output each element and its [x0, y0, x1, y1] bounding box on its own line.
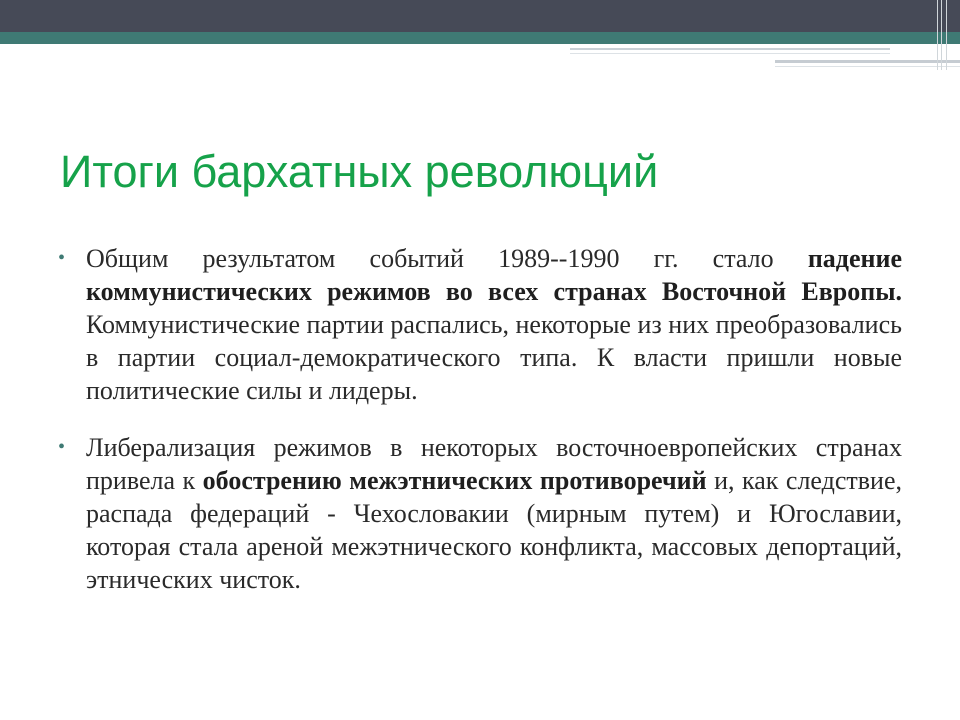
decor-line [570, 48, 890, 50]
bullet-text: и, как следствие, распада федераций - Чехословакии (мирным путем) и Югославии, которая стала ареной межэтнического конфликта, массовых депортаций, этнических чисток. [86, 466, 902, 594]
decor-vline [941, 0, 942, 70]
slide-title: Итоги бархатных революций [60, 146, 659, 197]
bullet-dot: • [58, 436, 66, 458]
header-bar [0, 0, 960, 32]
bullet-item [58, 242, 902, 407]
bullet-text: Коммунистические партии распались, некоторые из них преобразовались в партии социал-демократического типа. К власти пришли новые политические силы и лидеры. [86, 310, 902, 405]
bullet-text: Общим результатом событий 1989--1990 гг. стало [86, 244, 808, 273]
content-list [58, 242, 902, 596]
bullet-text: Либерализация режимов в некоторых восточноевропейских странах привела к [86, 433, 902, 495]
decor-line [570, 53, 890, 54]
bullet-bold-text: падение коммунистических режимов во всех странах Восточной Европы. [86, 244, 902, 306]
decor-vline [946, 0, 947, 70]
bullet-bold-text: обострению межэтнических противоречий [202, 466, 707, 495]
bullet-item [58, 431, 902, 596]
accent-bar [0, 32, 960, 44]
decor-line [775, 60, 960, 63]
decor-vline [937, 0, 938, 70]
bullet-dot: • [58, 247, 66, 269]
decor-line [775, 66, 960, 67]
